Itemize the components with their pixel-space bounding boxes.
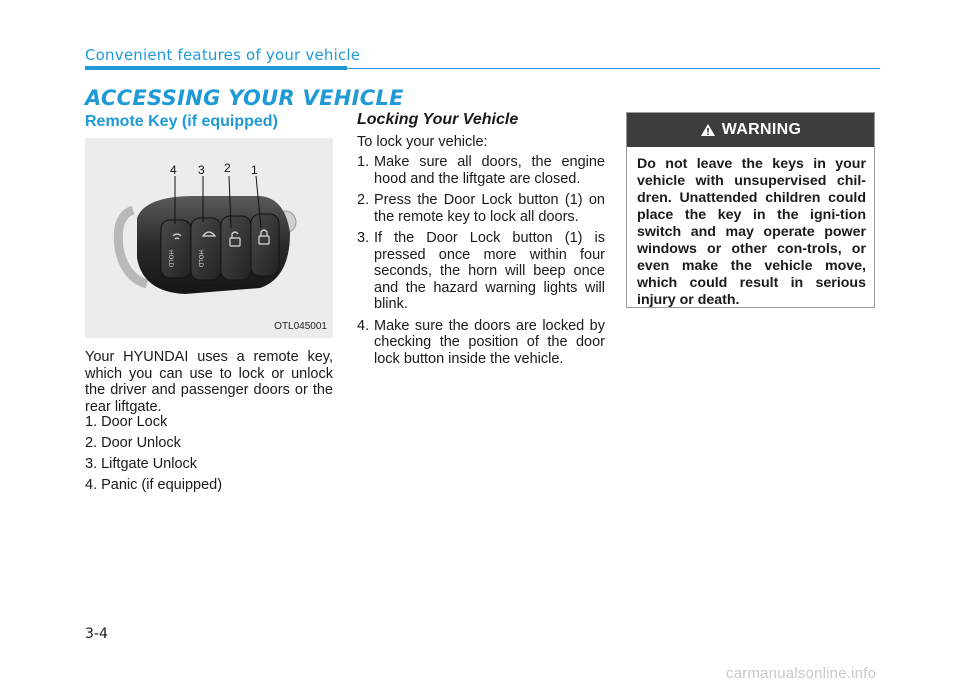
step-number: 1.: [357, 154, 370, 170]
hold-label-2: HOLD: [197, 250, 204, 268]
list-item: 1. Door Lock: [85, 414, 168, 430]
header-rule-thick: [85, 66, 347, 70]
remote-key-figure: [85, 138, 333, 338]
remote-key-button-list: [85, 414, 222, 498]
remote-key-illustration: [85, 138, 333, 338]
warning-box: [626, 112, 875, 308]
callout-3: 3: [198, 163, 205, 177]
unlock-button: [221, 216, 251, 280]
remote-key-intro: Your HYUNDAI uses a remote key, which you can use to lock or unlock the driver and passenger doors or the rear liftgate.: [85, 349, 333, 415]
warning-header: [627, 113, 874, 147]
step-number: 4.: [357, 317, 370, 334]
callout-1: 1: [251, 163, 258, 177]
list-item: [357, 154, 605, 187]
page-number: 3-4: [85, 626, 108, 642]
locking-heading: Locking Your Vehicle: [357, 111, 519, 128]
remote-key-heading: Remote Key (if equipped): [85, 113, 278, 130]
list-item: [357, 230, 605, 313]
hold-label-1: HOLD: [167, 250, 174, 268]
warning-triangle-icon: [700, 123, 716, 137]
panic-button: [161, 220, 191, 278]
list-item: 4. Panic (if equipped): [85, 477, 223, 493]
warning-text: Do not leave the keys in your vehicle with unsupervised chil-dren. Unattended children could place the key in the igni-tion switch and may operate power windows or other con-trols, or even make the vehicle move, which could result in serious injury or death.: [637, 156, 866, 308]
header-rule-thin: [347, 68, 880, 69]
chapter-title: Convenient features of your vehicle: [85, 46, 361, 64]
list-item: 3. Liftgate Unlock: [85, 456, 198, 472]
list-item: [357, 192, 605, 225]
warning-title: WARNING: [721, 121, 802, 138]
section-title: ACCESSING YOUR VEHICLE: [85, 86, 404, 110]
step-text: Press the Door Lock button (1) on the remote key to lock all doors.: [374, 192, 605, 225]
step-number: 3.: [357, 230, 370, 246]
lock-button: [251, 214, 279, 276]
step-text: Make sure all doors, the engine hood and the liftgate are closed.: [374, 154, 605, 187]
figure-code: OTL045001: [274, 321, 327, 332]
step-number: 2.: [357, 192, 370, 208]
list-item: 2. Door Unlock: [85, 435, 181, 451]
callout-4: 4: [170, 163, 177, 177]
callout-2: 2: [224, 161, 231, 175]
locking-intro: To lock your vehicle:: [357, 134, 488, 150]
step-text: If the Door Lock button (1) is pressed once more within four seconds, the horn will beep once and the hazard warning lights will blink.: [374, 230, 605, 312]
watermark: carmanualsonline.info: [726, 665, 877, 682]
liftgate-button: [191, 218, 221, 280]
locking-steps: [357, 154, 605, 372]
step-text: Make sure the doors are locked by checking the position of the door lock button inside the vehicle.: [374, 317, 605, 367]
list-item: [357, 318, 605, 368]
